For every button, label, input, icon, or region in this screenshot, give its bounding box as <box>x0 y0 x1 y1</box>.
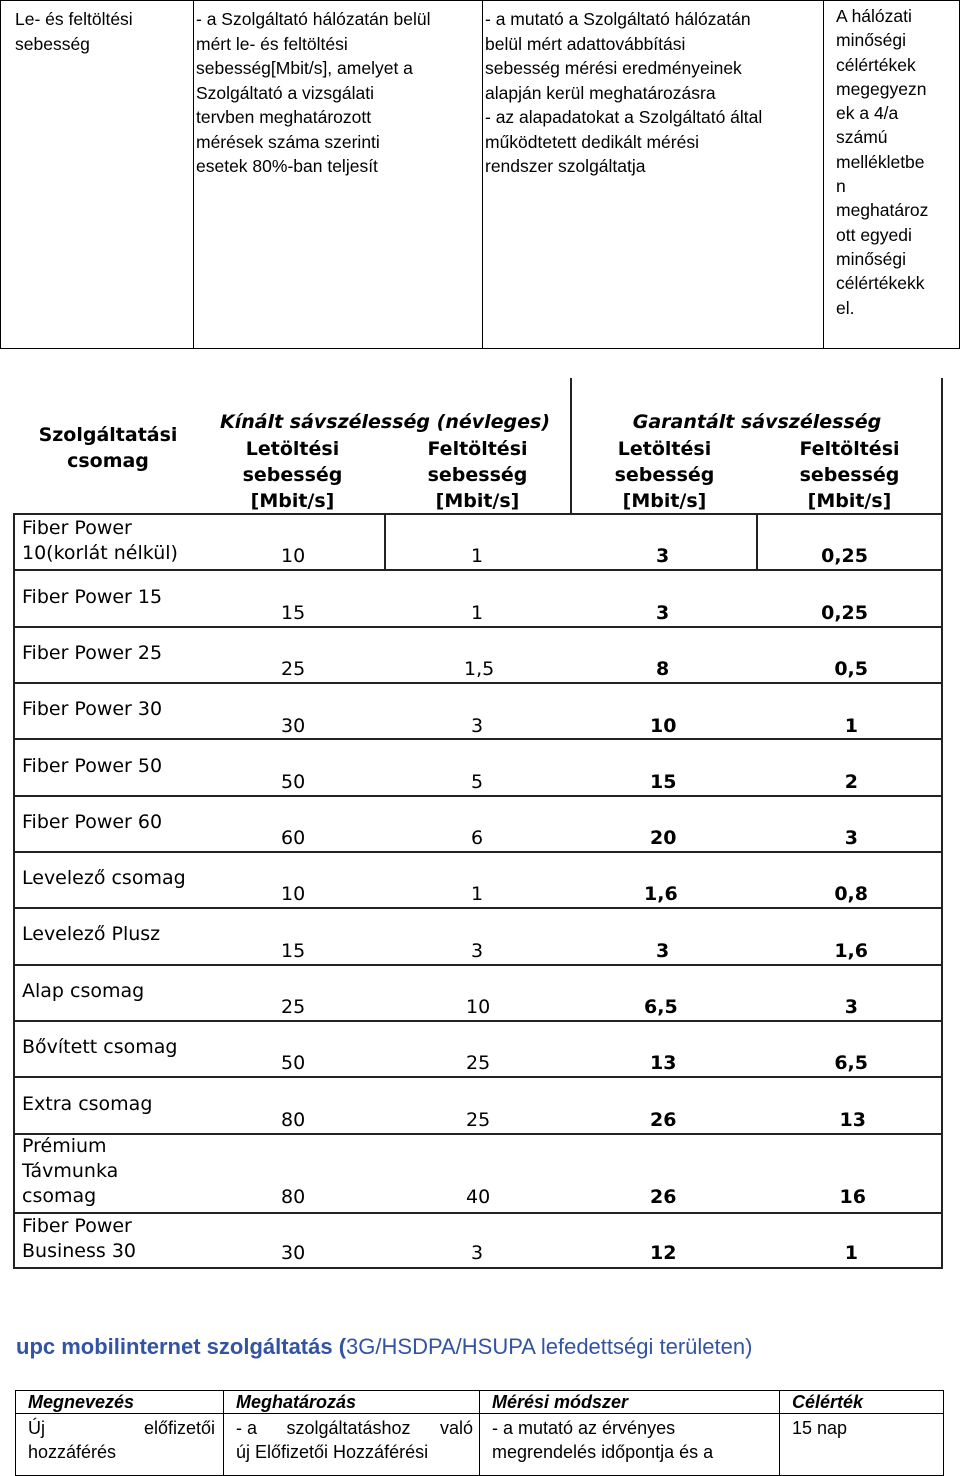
offered-download: 15 <box>281 940 306 962</box>
row-line <box>13 1212 943 1214</box>
guaranteed-download: 3 <box>656 940 670 962</box>
guaranteed-download: 6,5 <box>644 996 678 1018</box>
cell-definition <box>224 1414 480 1476</box>
cell-name <box>16 1414 224 1476</box>
offered-download: 30 <box>281 715 306 737</box>
top-cell-method: - a mutató a Szolgáltató hálózatán belül mért adattovábbítási sebesség mérési eredményeinek alapján kerül meghatározásra - az alapadatokat a Szolgáltató által működtetett dedikált mérési rendszer szolgáltatja <box>483 1 824 349</box>
offered-upload: 5 <box>471 771 484 793</box>
guaranteed-download: 8 <box>656 658 670 680</box>
offered-download: 60 <box>281 827 306 849</box>
mobile-quality-table <box>15 1390 944 1476</box>
cell-word: előfizetői <box>143 1418 215 1438</box>
package-name: Fiber Power 60 <box>22 811 163 833</box>
row-line <box>13 851 943 853</box>
package-name: Prémium Távmunka csomag <box>22 1135 119 1207</box>
guaranteed-download: 3 <box>656 545 670 567</box>
table-divider-c <box>384 513 386 569</box>
guaranteed-download: 12 <box>650 1242 677 1264</box>
header-guaranteed-download: Letöltési sebesség [Mbit/s] <box>614 438 715 512</box>
package-name: Levelező Plusz <box>22 923 161 945</box>
offered-download: 10 <box>281 545 306 567</box>
offered-upload: 1 <box>471 602 484 624</box>
row-line <box>13 569 943 571</box>
header-offered <box>200 409 570 435</box>
guaranteed-download: 1,6 <box>644 883 678 905</box>
column-header: Célérték <box>780 1391 944 1414</box>
row-line <box>13 1267 943 1269</box>
guaranteed-upload: 6,5 <box>834 1052 868 1074</box>
top-cell-target: A hálózati minőségi célértékek megegyezn ek a 4/a számú mellékletbe n meghatároz ott egyedi minőségi célértékekk el. <box>824 1 960 349</box>
cell-line: hozzáférés <box>28 1442 117 1462</box>
header-offered-label: Kínált sávszélesség (névleges) <box>219 411 551 433</box>
row-line <box>13 626 943 628</box>
guaranteed-upload: 16 <box>839 1186 866 1208</box>
guaranteed-upload: 3 <box>844 996 858 1018</box>
column-header: Mérési módszer <box>480 1391 780 1414</box>
cell-target: 15 nap <box>780 1414 944 1476</box>
offered-upload: 1 <box>471 545 484 567</box>
header-guaranteed-upload: Feltöltési sebesség [Mbit/s] <box>799 438 900 512</box>
table-divider-d <box>756 513 758 569</box>
column-header: Megnevezés <box>16 1391 224 1414</box>
section-heading-normal: 3G/HSDPA/HSUPA lefedettségi területen) <box>346 1334 753 1359</box>
row-line <box>13 1076 943 1078</box>
cell-word: szolgáltatáshoz <box>286 1418 411 1438</box>
guaranteed-upload: 0,5 <box>834 658 868 680</box>
top-table <box>0 0 960 349</box>
guaranteed-upload: 1,6 <box>834 940 868 962</box>
package-name: Fiber Power Business 30 <box>22 1215 136 1262</box>
guaranteed-upload: 0,25 <box>821 602 868 624</box>
offered-download: 50 <box>281 771 306 793</box>
guaranteed-upload: 1 <box>844 715 858 737</box>
guaranteed-download: 3 <box>656 602 670 624</box>
package-name: Levelező csomag <box>22 867 186 889</box>
cell-word: - a <box>236 1418 258 1438</box>
offered-upload: 25 <box>466 1052 491 1074</box>
guaranteed-download: 26 <box>650 1186 677 1208</box>
package-name: Bővített csomag <box>22 1036 178 1058</box>
package-name: Alap csomag <box>22 980 145 1002</box>
guaranteed-download: 20 <box>650 827 677 849</box>
row-line <box>13 1020 943 1022</box>
package-name: Fiber Power 50 <box>22 755 163 777</box>
row-line <box>13 907 943 909</box>
guaranteed-upload: 3 <box>844 827 858 849</box>
top-cell-name: Le- és feltöltési sebesség <box>1 1 194 349</box>
column-header: Meghatározás <box>224 1391 480 1414</box>
cell-word: való <box>439 1418 473 1438</box>
offered-upload: 3 <box>471 940 484 962</box>
row-line <box>13 1133 943 1135</box>
offered-upload: 25 <box>466 1109 491 1131</box>
section-heading-bold: upc mobilinternet szolgáltatás ( <box>16 1334 347 1359</box>
section-heading <box>16 1334 752 1360</box>
header-guaranteed-label: Garantált sávszélesség <box>632 411 882 433</box>
package-name: Extra csomag <box>22 1093 153 1115</box>
top-cell-definition: - a Szolgáltató hálózatán belül mért le- és feltöltési sebesség[Mbit/s], amelyet a Szolgáltató a vizsgálati tervben meghatározott mérések száma szerinti esetek 80%-ban teljesít <box>194 1 483 349</box>
header-package: Szolgáltatási csomag <box>38 424 178 472</box>
offered-download: 80 <box>281 1186 306 1208</box>
guaranteed-upload: 1 <box>844 1242 858 1264</box>
offered-upload: 1 <box>471 883 484 905</box>
package-name: Fiber Power 15 <box>22 586 163 608</box>
offered-download: 25 <box>281 658 306 680</box>
offered-upload: 3 <box>471 1242 484 1264</box>
header-offered-download: Letöltési sebesség [Mbit/s] <box>242 438 343 512</box>
cell-line <box>236 1416 473 1440</box>
offered-upload: 1,5 <box>464 658 495 680</box>
offered-download: 15 <box>281 602 306 624</box>
package-name: Fiber Power 10(korlát nélkül) <box>22 517 178 564</box>
cell-word: Új <box>28 1418 45 1438</box>
offered-upload: 40 <box>466 1186 491 1208</box>
header-offered-upload: Feltöltési sebesség [Mbit/s] <box>427 438 528 512</box>
offered-upload: 10 <box>466 996 491 1018</box>
offered-download: 10 <box>281 883 306 905</box>
guaranteed-upload: 2 <box>844 771 858 793</box>
guaranteed-upload: 13 <box>839 1109 866 1131</box>
guaranteed-download: 15 <box>650 771 677 793</box>
guaranteed-upload: 0,25 <box>821 545 868 567</box>
offered-upload: 6 <box>471 827 484 849</box>
row-line <box>13 795 943 797</box>
cell-line <box>28 1416 215 1440</box>
cell-line: új Előfizetői Hozzáférési <box>236 1442 429 1462</box>
header-guaranteed <box>572 409 942 435</box>
offered-download: 80 <box>281 1109 306 1131</box>
offered-upload: 3 <box>471 715 484 737</box>
guaranteed-download: 26 <box>650 1109 677 1131</box>
guaranteed-download: 10 <box>650 715 677 737</box>
row-line <box>13 682 943 684</box>
guaranteed-upload: 0,8 <box>834 883 868 905</box>
package-name: Fiber Power 25 <box>22 642 163 664</box>
package-name: Fiber Power 30 <box>22 698 163 720</box>
offered-download: 30 <box>281 1242 306 1264</box>
offered-download: 50 <box>281 1052 306 1074</box>
guaranteed-download: 13 <box>650 1052 677 1074</box>
row-line <box>13 964 943 966</box>
cell-method: - a mutató az érvényes megrendelés időpontja és a <box>480 1414 780 1476</box>
offered-download: 25 <box>281 996 306 1018</box>
